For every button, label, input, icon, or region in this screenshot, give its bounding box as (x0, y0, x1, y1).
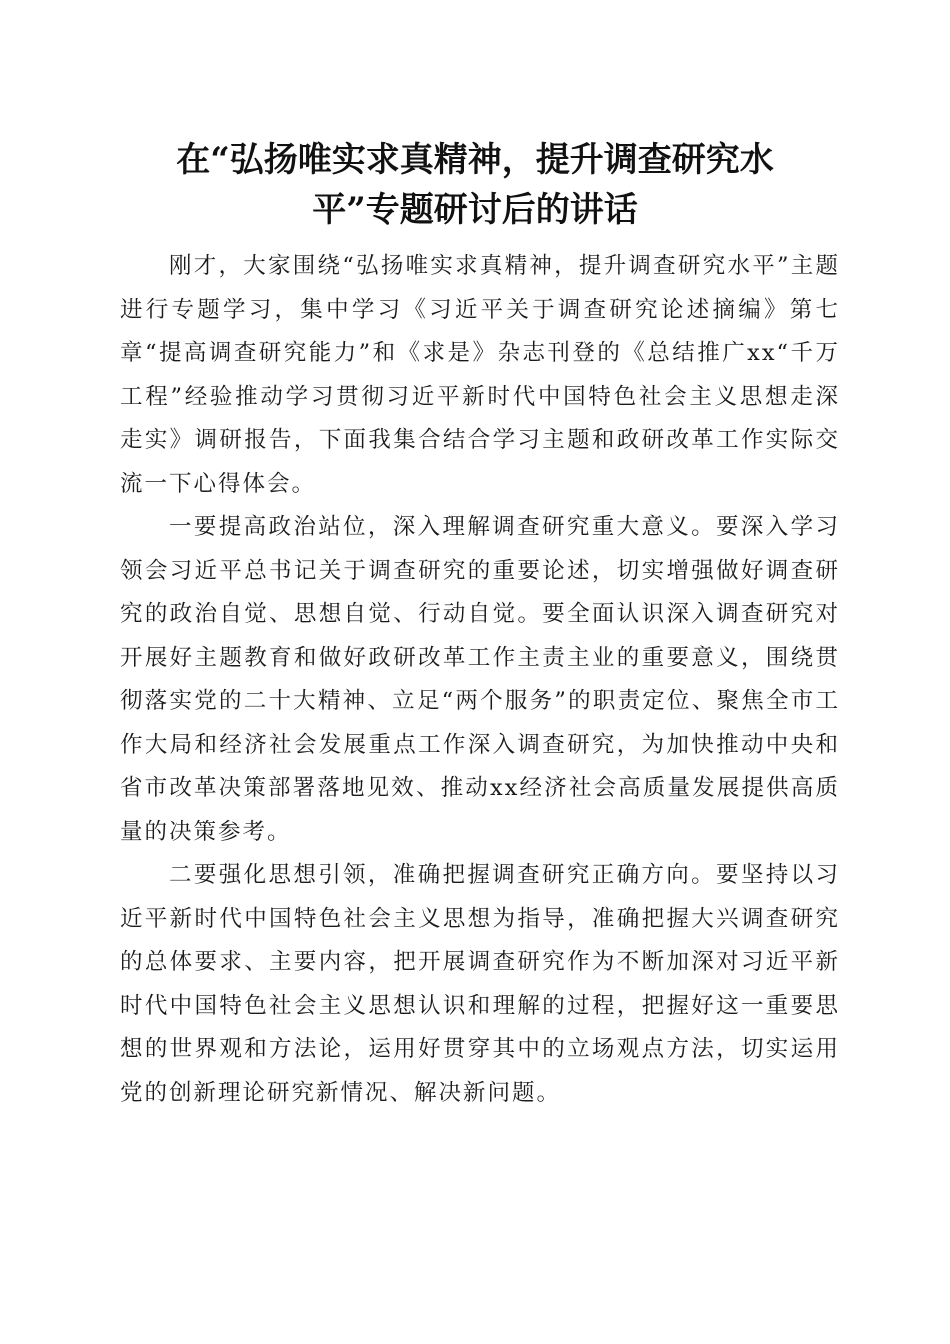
paragraph-point-1: 一要提高政治站位，深入理解调查研究重大意义。要深入学习领会习近平总书记关于调查研究的重要论述，切实增强做好调查研究的政治自觉、思想自觉、行动自觉。要全面认识深入调查研究对开展好主题教育和做好政研改革工作主责主业的重要意义，围绕贯彻落实党的二十大精神、立足“两个服务”的职责定位、聚焦全市工作大局和经济社会发展重点工作深入调查研究，为加快推动中央和省市改革决策部署落地见效、推动xx经济社会高质量发展提供高质量的决策参考。 (120, 514, 840, 845)
title-line-2: 平”专题研讨后的讲话 (312, 190, 638, 230)
title-line-1: 在“弘扬唯实求真精神，提升调查研究水 (176, 140, 774, 180)
paragraph-point-2: 二要强化思想引领，准确把握调查研究正确方向。要坚持以习近平新时代中国特色社会主义思想为指导，准确把握大兴调查研究的总体要求、主要内容，把开展调查研究作为不断加深对习近平新时代中国特色社会主义思想认识和理解的过程，把握好这一重要思想的世界观和方法论，运用好贯穿其中的立场观点方法，切实运用党的创新理论研究新情况、解决新问题。 (120, 862, 840, 1106)
document-title (120, 135, 830, 235)
paragraph-intro: 刚才，大家围绕“弘扬唯实求真精神，提升调查研究水平”主题进行专题学习，集中学习《习近平关于调查研究论述摘编》第七章“提高调查研究能力”和《求是》杂志刊登的《总结推广xx“千万工程”经验推动学习贯彻习近平新时代中国特色社会主义思想走深走实》调研报告，下面我集合结合学习主题和政研改革工作实际交流一下心得体会。 (120, 253, 840, 497)
document-body (120, 245, 840, 1115)
